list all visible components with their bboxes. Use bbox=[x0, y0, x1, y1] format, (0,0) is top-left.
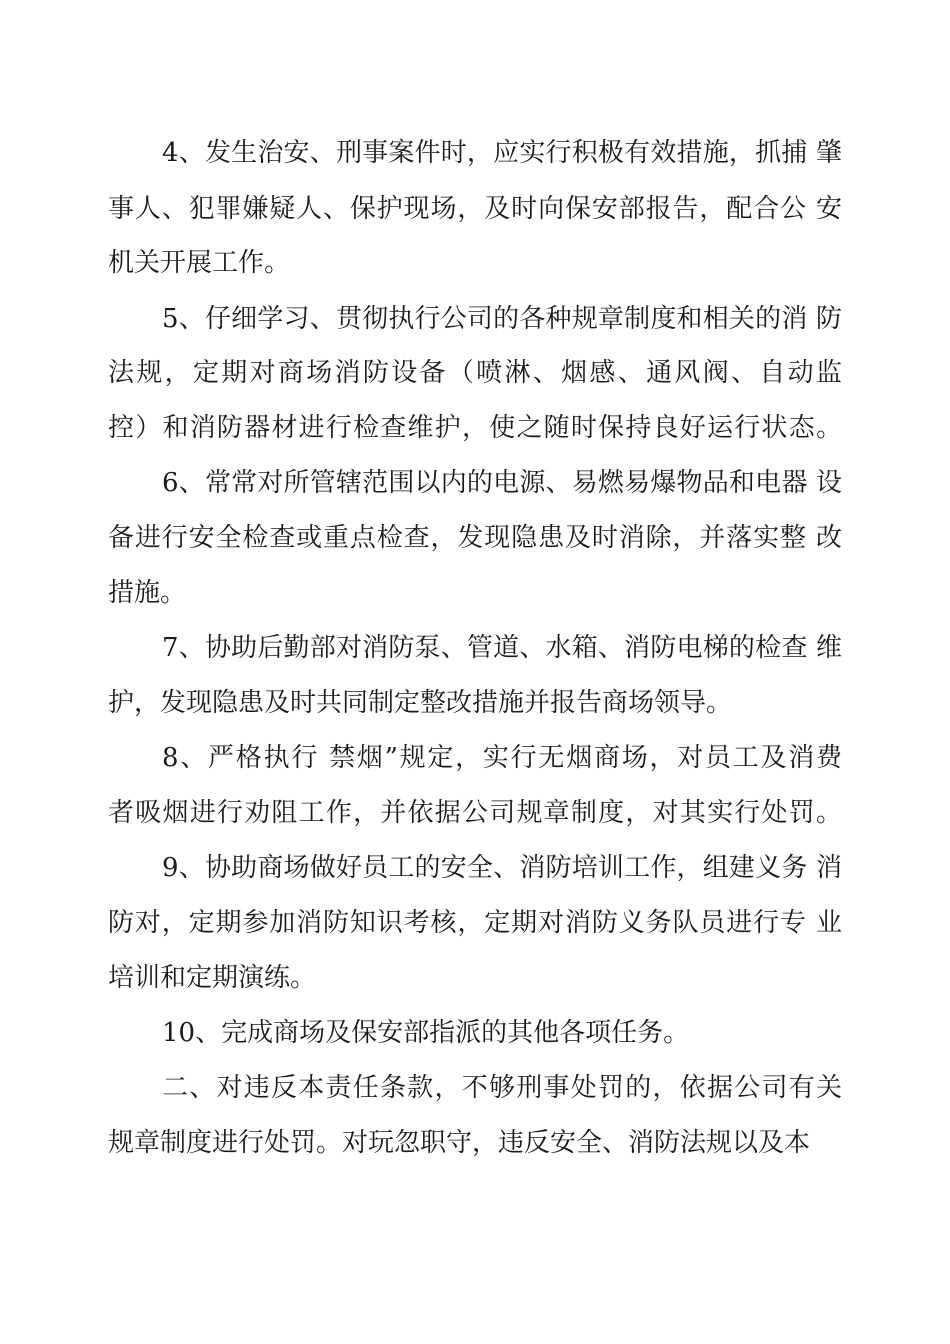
paragraph-6-line-1: 6、常常对所管辖范围以内的电源、易燃易爆物品和电器 设 bbox=[162, 468, 842, 498]
paragraph-5-line-3: 控）和消防器材进行检查维护，使之随时保持良好运行状态。 bbox=[108, 413, 842, 443]
section-2-line-1: 二、对违反本责任条款，不够刑事处罚的，依据公司有关 bbox=[162, 1073, 842, 1103]
paragraph-6-line-2: 备进行安全检查或重点检查，发现隐患及时消除，并落实整 改 bbox=[108, 523, 842, 553]
paragraph-8-line-2: 者吸烟进行劝阻工作，并依据公司规章制度，对其实行处罚。 bbox=[108, 798, 842, 828]
paragraph-5-line-2: 法规，定期对商场消防设备（喷淋、烟感、通风阀、自动监 bbox=[108, 358, 842, 388]
paragraph-4-line-1: 4、发生治安、刑事案件时，应实行积极有效措施，抓捕 肇 bbox=[162, 138, 842, 168]
paragraph-8-line-1: 8、严格执行 禁烟”规定，实行无烟商场，对员工及消费 bbox=[162, 743, 842, 773]
paragraph-5-line-1: 5、仔细学习、贯彻执行公司的各种规章制度和相关的消 防 bbox=[162, 304, 842, 334]
paragraph-6-line-3: 措施。 bbox=[108, 578, 187, 608]
paragraph-9-line-2: 防对，定期参加消防知识考核，定期对消防义务队员进行专 业 bbox=[108, 908, 842, 938]
paragraph-7-line-1: 7、协助后勤部对消防泵、管道、水箱、消防电梯的检查 维 bbox=[162, 633, 842, 663]
paragraph-7-line-2: 护，发现隐患及时共同制定整改措施并报告商场领导。 bbox=[108, 688, 733, 718]
paragraph-10-line-1: 10、完成商场及保安部指派的其他各项任务。 bbox=[162, 1018, 690, 1048]
paragraph-9-line-3: 培训和定期演练。 bbox=[108, 963, 317, 993]
paragraph-4-line-2: 事人、犯罪嫌疑人、保护现场，及时向保安部报告，配合公 安 bbox=[108, 194, 842, 224]
paragraph-9-line-1: 9、协助商场做好员工的安全、消防培训工作，组建义务 消 bbox=[162, 853, 842, 883]
section-2-line-2: 规章制度进行处罚。对玩忽职守，违反安全、消防法规以及本 bbox=[108, 1128, 811, 1158]
paragraph-4-line-3: 机关开展工作。 bbox=[108, 248, 291, 278]
